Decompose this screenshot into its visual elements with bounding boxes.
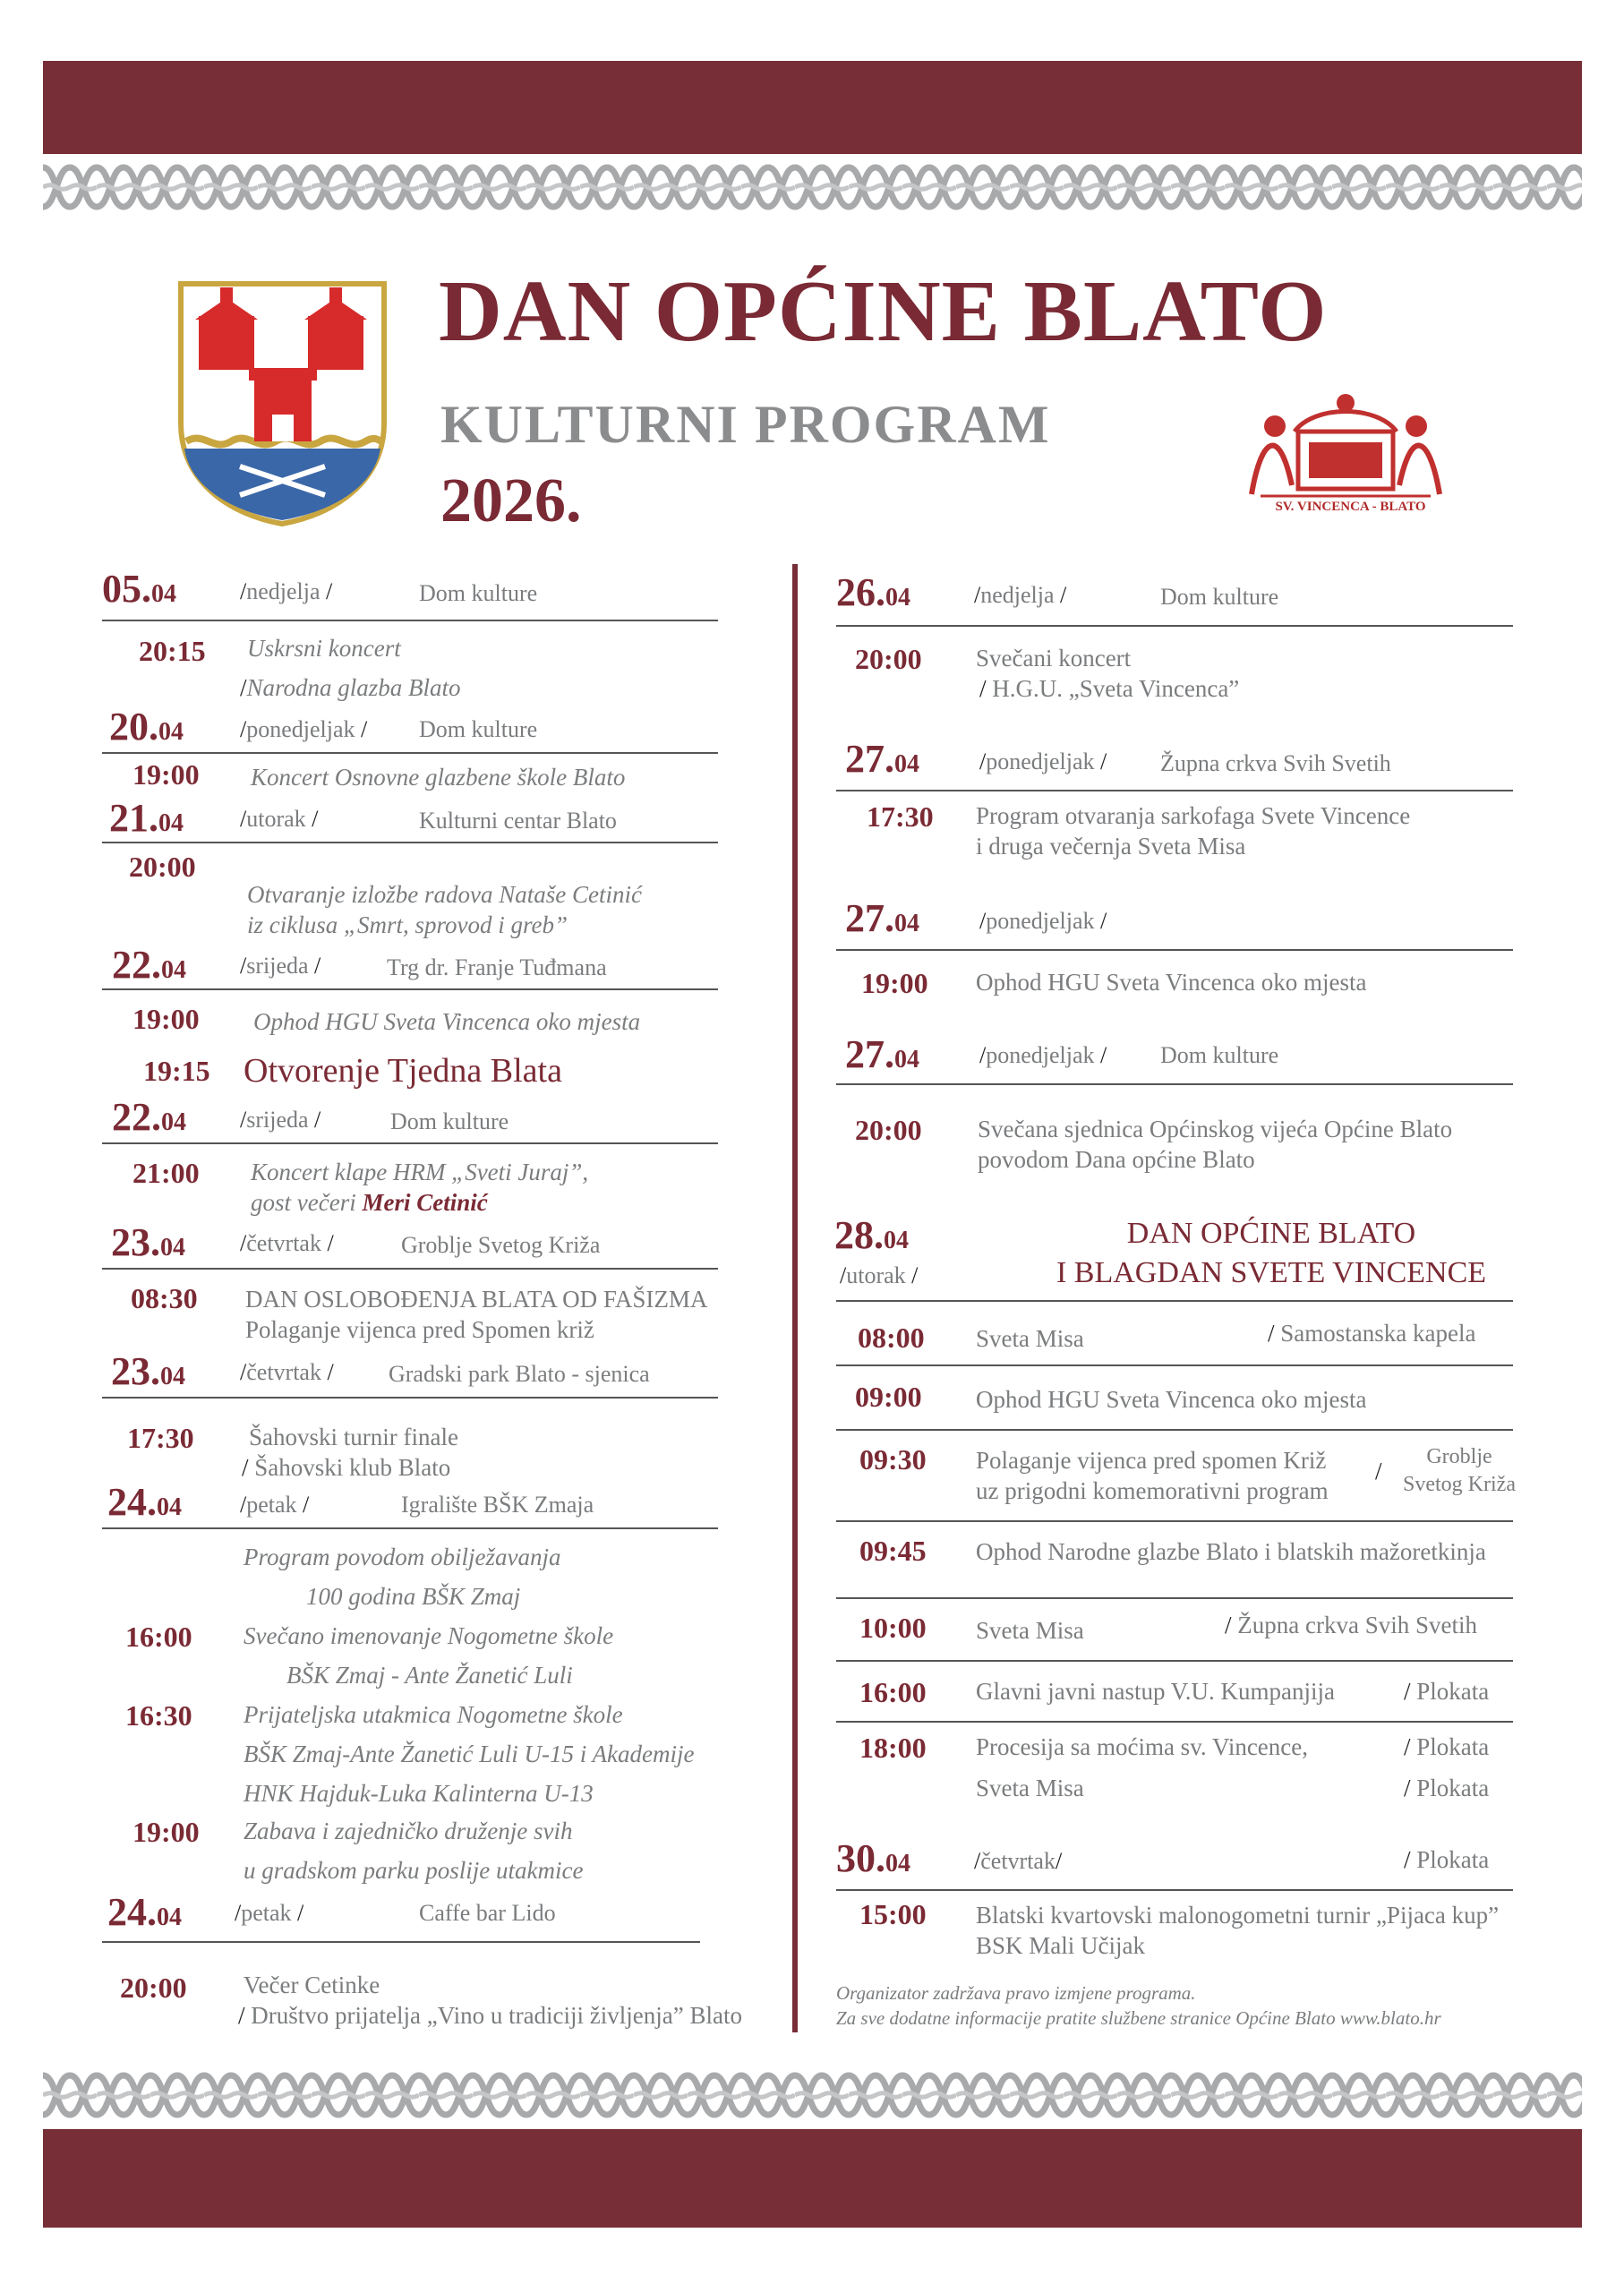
event-time: 17:30 [127, 1422, 194, 1454]
event-text: DAN OSLOBOĐENJA BLATA OD FAŠIZMA [245, 1286, 708, 1313]
event-text: iz ciklusa „Smrt, sprovod i greb” [247, 911, 568, 938]
date-venue: Groblje Svetog Križa [401, 1232, 601, 1258]
event-time: 15:00 [859, 1898, 927, 1930]
event-place: / Plokata [1404, 1733, 1490, 1760]
date-rule [102, 988, 718, 990]
event-time: 19:00 [132, 758, 200, 791]
event-text: Sveta Misa [976, 1775, 1084, 1801]
date-rule [836, 625, 1513, 627]
event-text: BŠK Zmaj - Ante Žanetić Luli [286, 1662, 573, 1689]
event-time: 21:00 [132, 1157, 200, 1189]
event-time: 09:30 [859, 1443, 927, 1476]
date-weekday: /utorak / [840, 1262, 919, 1288]
date-rule [102, 842, 718, 843]
date-heading: 23.04 [111, 1349, 185, 1393]
date-weekday: /ponedjeljak / [979, 1042, 1107, 1068]
date-weekday: /ponedjeljak / [979, 749, 1107, 774]
event-text: gost večeri Meri Cetinić [251, 1189, 488, 1216]
date-heading: 22.04 [112, 943, 186, 987]
footer-note: Organizator zadržava pravo izmjene programa. [836, 1982, 1196, 2004]
event-time: 09:45 [859, 1535, 927, 1567]
event-text: Ophod HGU Sveta Vincenca oko mjesta [976, 1386, 1367, 1413]
date-rule [102, 1268, 718, 1270]
event-time: 19:00 [132, 1003, 200, 1035]
event-place: Groblje Svetog Križa [1403, 1445, 1516, 1497]
event-text: HNK Hajduk-Luka Kalinterna U-13 [244, 1780, 594, 1807]
date-weekday: /utorak / [240, 806, 319, 832]
date-heading: 05.04 [102, 567, 176, 611]
event-text: Glavni javni nastup V.U. Kumpanjija [976, 1678, 1335, 1705]
event-place-separator: / [1375, 1458, 1382, 1484]
date-venue: Caffe bar Lido [419, 1900, 556, 1926]
date-heading: 24.04 [107, 1890, 182, 1934]
date-weekday: /četvrtak / [240, 1359, 334, 1385]
event-time: 09:00 [855, 1381, 922, 1413]
event-time: 16:30 [125, 1699, 192, 1732]
date-heading: 27.04 [845, 1032, 919, 1076]
event-time: 08:30 [131, 1282, 198, 1314]
event-time: 20:00 [120, 1972, 187, 2004]
date-venue: Dom kulture [1160, 584, 1279, 610]
event-text: / H.G.U. „Sveta Vincenca” [979, 675, 1240, 702]
event-time: 17:30 [867, 800, 934, 833]
date-venue: Kulturni centar Blato [419, 808, 617, 834]
event-text: Večer Cetinke [244, 1972, 380, 1998]
event-time: 19:15 [143, 1055, 210, 1087]
event-text: Sveta Misa [976, 1617, 1084, 1644]
event-time: 19:00 [861, 967, 928, 999]
event-text: Koncert klape HRM „Sveti Juraj”, [251, 1159, 589, 1185]
date-heading: 23.04 [111, 1220, 185, 1264]
event-rule [836, 1520, 1513, 1522]
event-text: Otvorenje Tjedna Blata [244, 1052, 562, 1090]
date-rule [102, 752, 718, 754]
event-text: Program povodom obilježavanja [244, 1544, 561, 1570]
event-text: / Društvo prijatelja „Vino u tradiciji življenja” Blato [238, 2002, 742, 2029]
year: 2026. [440, 466, 582, 535]
braid-ornament-top [43, 155, 1582, 219]
event-place: / Plokata [1404, 1775, 1490, 1801]
date-rule [102, 1142, 718, 1144]
event-time: 20:00 [855, 1114, 922, 1146]
event-text: Prijateljska utakmica Nogometne škole [244, 1701, 623, 1728]
date-heading: 28.04 [834, 1213, 909, 1257]
date-heading: 21.04 [109, 796, 184, 840]
page-title: DAN OPĆINE BLATO [439, 263, 1328, 360]
event-text: povodom Dana općine Blato [978, 1146, 1255, 1173]
date-heading: 27.04 [845, 737, 919, 781]
date-heading: 30.04 [836, 1836, 910, 1880]
event-text: BSK Mali Učijak [976, 1932, 1145, 1959]
date-heading: 20.04 [109, 705, 184, 749]
event-text: Polaganje vijenca pred Spomen križ [245, 1316, 594, 1343]
event-text: Svečani koncert [976, 645, 1132, 672]
date-weekday: /srijeda / [240, 953, 321, 979]
event-text: Sveta Misa [976, 1325, 1084, 1352]
date-venue: Dom kulture [419, 580, 538, 606]
event-text: / Šahovski klub Blato [242, 1454, 451, 1481]
date-venue: Dom kulture [1160, 1042, 1279, 1068]
event-text: Polaganje vijenca pred spomen Križ [976, 1447, 1327, 1474]
date-weekday: /petak / [235, 1900, 304, 1926]
coat-of-arms-icon [177, 280, 388, 527]
column-divider [792, 564, 798, 2032]
date-heading: 26.04 [836, 570, 910, 614]
date-venue: Župna crkva Svih Svetih [1160, 750, 1391, 776]
day-headline: DAN OPĆINE BLATO I BLAGDAN SVETE VINCENCE [1056, 1217, 1487, 1290]
date-weekday: /četvrtak / [240, 1230, 334, 1256]
event-text: Program otvaranja sarkofaga Svete Vincence [976, 802, 1411, 829]
date-venue: / Plokata [1404, 1846, 1490, 1873]
event-place: / Samostanska kapela [1268, 1320, 1476, 1347]
date-venue: Igralište BŠK Zmaja [401, 1492, 594, 1518]
stamp-caption: SV. VINCENCA - BLATO [1275, 500, 1426, 514]
date-rule [102, 620, 718, 621]
date-weekday: /nedjelja / [974, 582, 1067, 608]
date-venue: Dom kulture [419, 716, 538, 742]
event-text: uz prigodni komemorativni program [976, 1477, 1329, 1504]
date-venue: Dom kulture [390, 1108, 509, 1134]
event-rule [836, 1597, 1513, 1599]
footer-note: Za sve dodatne informacije pratite službene stranice Općine Blato www.blato.hr [836, 2007, 1441, 2029]
date-venue: Gradski park Blato - sjenica [389, 1361, 650, 1387]
event-time: 10:00 [859, 1612, 927, 1644]
event-text: Zabava i zajedničko druženje svih [244, 1818, 573, 1844]
date-rule [102, 1941, 700, 1943]
page-subtitle: KULTURNI PROGRAM [440, 395, 1051, 454]
event-text: Procesija sa moćima sv. Vincence, [976, 1733, 1309, 1760]
event-place: / Župna crkva Svih Svetih [1225, 1612, 1477, 1638]
date-rule [836, 1300, 1513, 1302]
bottom-band [43, 2129, 1582, 2228]
event-time: 16:00 [859, 1676, 927, 1708]
event-rule [836, 1721, 1513, 1723]
event-time: 16:00 [125, 1621, 192, 1653]
event-text: 100 godina BŠK Zmaj [306, 1583, 521, 1610]
top-band [43, 61, 1582, 154]
event-text: Ophod Narodne glazbe Blato i blatskih mažoretkinja [976, 1538, 1486, 1565]
date-heading: 27.04 [845, 896, 919, 940]
event-text: Svečana sjednica Općinskog vijeća Općine Blato [978, 1116, 1453, 1142]
date-heading: 24.04 [107, 1480, 182, 1524]
event-time: 20:00 [129, 851, 196, 883]
date-rule [102, 1527, 718, 1529]
event-text: Svečano imenovanje Nogometne škole [244, 1622, 614, 1649]
date-rule [836, 1083, 1513, 1085]
event-text: BŠK Zmaj-Ante Žanetić Luli U-15 i Akademije [244, 1741, 695, 1767]
event-rule [836, 1364, 1513, 1366]
date-weekday: /ponedjeljak / [240, 716, 368, 742]
date-weekday: /petak / [240, 1492, 310, 1518]
event-text: Ophod HGU Sveta Vincenca oko mjesta [976, 969, 1367, 996]
event-text: Šahovski turnir finale [249, 1424, 458, 1450]
event-text: /Narodna glazba Blato [240, 674, 461, 701]
date-rule [102, 1397, 718, 1399]
event-place: / Plokata [1404, 1678, 1490, 1705]
event-text: Blatski kvartovski malonogometni turnir „Pijaca kup” [976, 1902, 1500, 1929]
event-time: 20:00 [855, 643, 922, 675]
braid-ornament-bottom [43, 2063, 1582, 2127]
event-text: i druga večernja Sveta Misa [976, 833, 1246, 860]
event-time: 20:15 [139, 635, 206, 667]
date-weekday: /četvrtak/ [974, 1848, 1063, 1874]
event-text: Koncert Osnovne glazbene škole Blato [251, 764, 626, 791]
date-weekday: /srijeda / [240, 1107, 321, 1133]
event-text: u gradskom parku poslije utakmice [244, 1857, 584, 1884]
date-heading: 22.04 [112, 1095, 186, 1139]
date-venue: Trg dr. Franje Tuđmana [387, 954, 607, 980]
date-weekday: /nedjelja / [240, 578, 333, 604]
event-text: Ophod HGU Sveta Vincenca oko mjesta [253, 1008, 641, 1035]
event-rule [836, 1429, 1513, 1431]
event-text: Uskrsni koncert [247, 635, 401, 662]
date-rule [836, 949, 1513, 951]
event-time: 18:00 [859, 1732, 927, 1764]
event-time: 19:00 [132, 1816, 200, 1848]
event-text: Otvaranje izložbe radova Nataše Cetinić [247, 881, 642, 908]
date-weekday: /ponedjeljak / [979, 908, 1107, 934]
event-rule [836, 1660, 1513, 1662]
date-rule [836, 790, 1513, 791]
event-time: 08:00 [858, 1322, 925, 1354]
date-rule [836, 1889, 1513, 1891]
